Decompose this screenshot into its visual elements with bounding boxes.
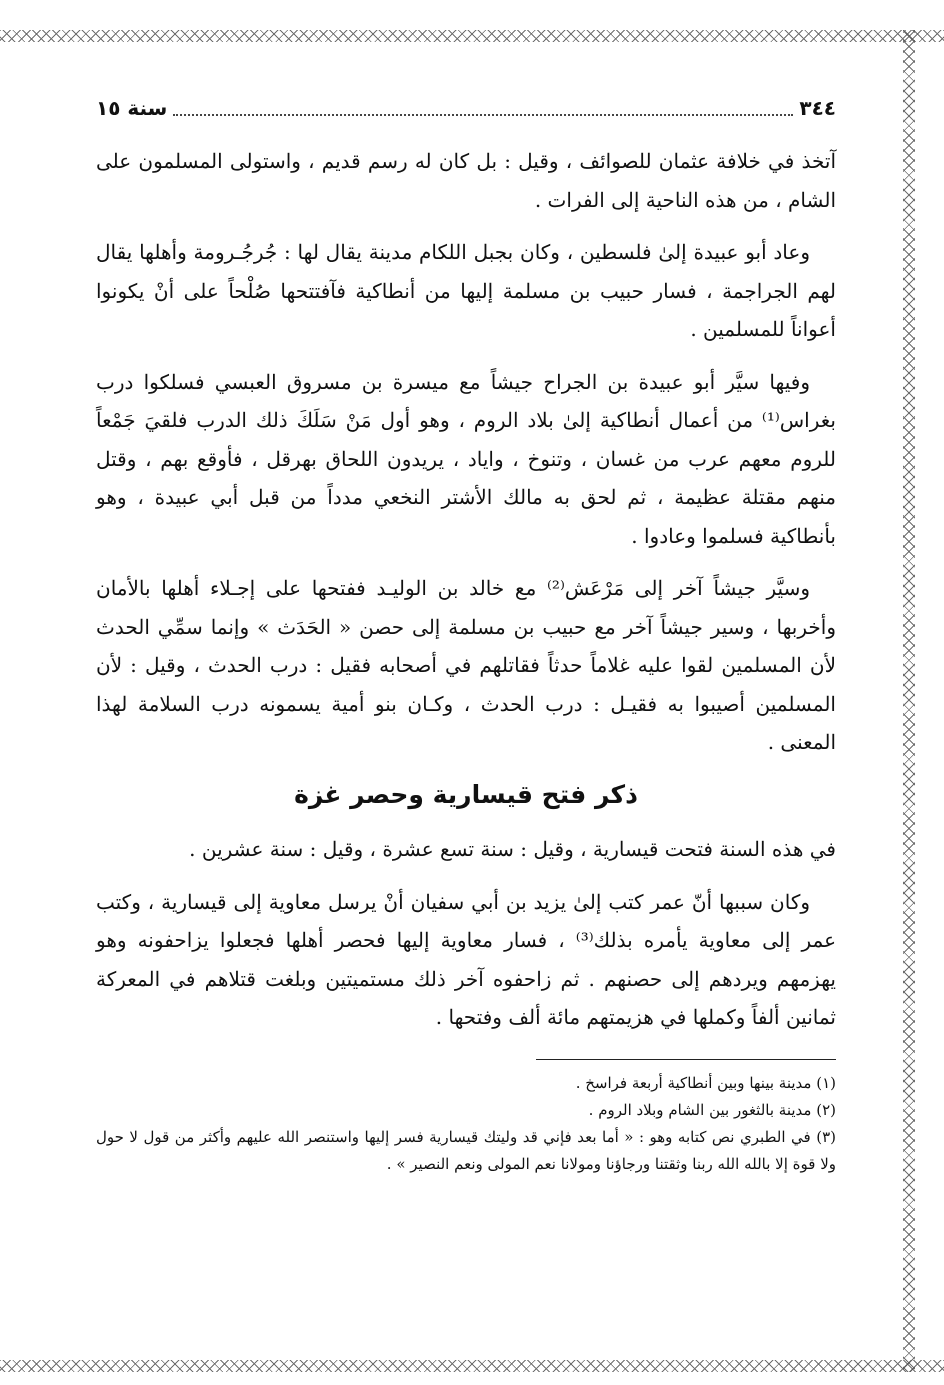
footnote-separator <box>536 1059 836 1060</box>
footnote: (٣) في الطبري نص كتابه وهو : « أما بعد فإني قد وليتك قيسارية فسر إليها واستنصر الله عليهم وأكثر من قول لا حول ولا قوة إلا بالله الله ربنا وثقتنا ورجاؤنا ومولانا نعم المولى ونعم النصير » . <box>96 1127 836 1173</box>
paragraph: وسيَّر جيشاً آخر إلى مَرْعَش⁽²⁾ مع خالد بن الوليـد ففتحها على إجـلاء أهلها بالأمان وأخربها ، وسير جيشاً آخر مع حبيب بن مسلمة إلى حصن « الحَدَث » وإنما سمِّي الحدث لأن المسلمين لقوا عليه غلاماً حدثاً فقاتلهم في أصحابه فقيل : درب الحدث ، وقيل : لأن المسلمين أصيبوا به فقيـل : درب الحدث ، وكـان بنو أمية يسمونه درب السلامة لهذا المعنى . <box>96 576 836 754</box>
section-heading: ذكر فتح قيسارية وحصر غزة <box>294 779 638 809</box>
decorative-border-bottom <box>0 1360 944 1372</box>
paragraph: وكان سببها أنّ عمر كتب إلىٰ يزيد بن أبي سفيان أنْ يرسل معاوية إلى قيسارية ، وكتب عمر إلى معاوية يأمره بذلك⁽³⁾ ، فسار معاوية إليها فحصر أهلها فجعلوا يزاحفونه وهو يهزمهم ويردهم إلى حصنهم . ثم زاحفوه آخر ذلك مستميتين وبلغت قتلاهم في المعركة ثمانين ألفاً وكملها في هزيمتهم مائة ألف وفتحها . <box>96 889 837 1029</box>
paragraph: في هذه السنة فتحت قيسارية ، وقيل : سنة تسع عشرة ، وقيل : سنة عشرين . <box>189 837 836 861</box>
paragraph: آتخذ في خلافة عثمان للصوائف ، وقيل : بل كان له رسم قديم ، واستولى المسلمون على الشام ، من هذه الناحية إلى الفرات . <box>96 149 836 212</box>
paragraph: وفيها سيَّر أبو عبيدة بن الجراح جيشاً مع ميسرة بن مسروق العبسي فسلكوا درب بغراس⁽¹⁾ من أعمال أنطاكية إلىٰ بلاد الروم ، وهو أول مَنْ سَلَكَ ذلك الدرب فلقيَ جَمْعاً للروم معهم عرب من غسان ، وتنوخ ، واياد ، يريدون اللحاق بهرقل ، فأوقع بهم ، وقتل منهم مقتلة عظيمة ، ثم لحق به مالك الأشتر النخعي مدداً من قبل أبي عبيدة ، وهو بأنطاكية فسلموا وعادوا . <box>96 369 836 548</box>
main-text <box>96 142 836 1037</box>
footnote: (٢) مدينة بالثغور بين الشام وبلاد الروم . <box>588 1100 836 1119</box>
page-number: ٣٤٤ <box>799 96 836 120</box>
paragraph: وعاد أبو عبيدة إلىٰ فلسطين ، وكان بجبل اللكام مدينة يقال لها : جُرجُـرومة وأهلها يقال لهم الجراجمة ، فسار حبيب بن مسلمة إليها من أنطاكية فآفتتحها صُلْحاً على أنْ يكونوا أعواناً للمسلمين . <box>96 240 836 341</box>
footnotes <box>96 1070 836 1178</box>
running-header <box>96 88 836 128</box>
header-dotted-leader <box>173 100 793 116</box>
decorative-border-right <box>903 30 915 1372</box>
footnote: (١) مدينة بينها وبين أنطاكية أربعة فراسخ . <box>575 1073 836 1092</box>
book-page <box>96 88 836 1178</box>
running-title: سنة ١٥ <box>96 96 168 120</box>
decorative-border-top <box>0 30 944 42</box>
